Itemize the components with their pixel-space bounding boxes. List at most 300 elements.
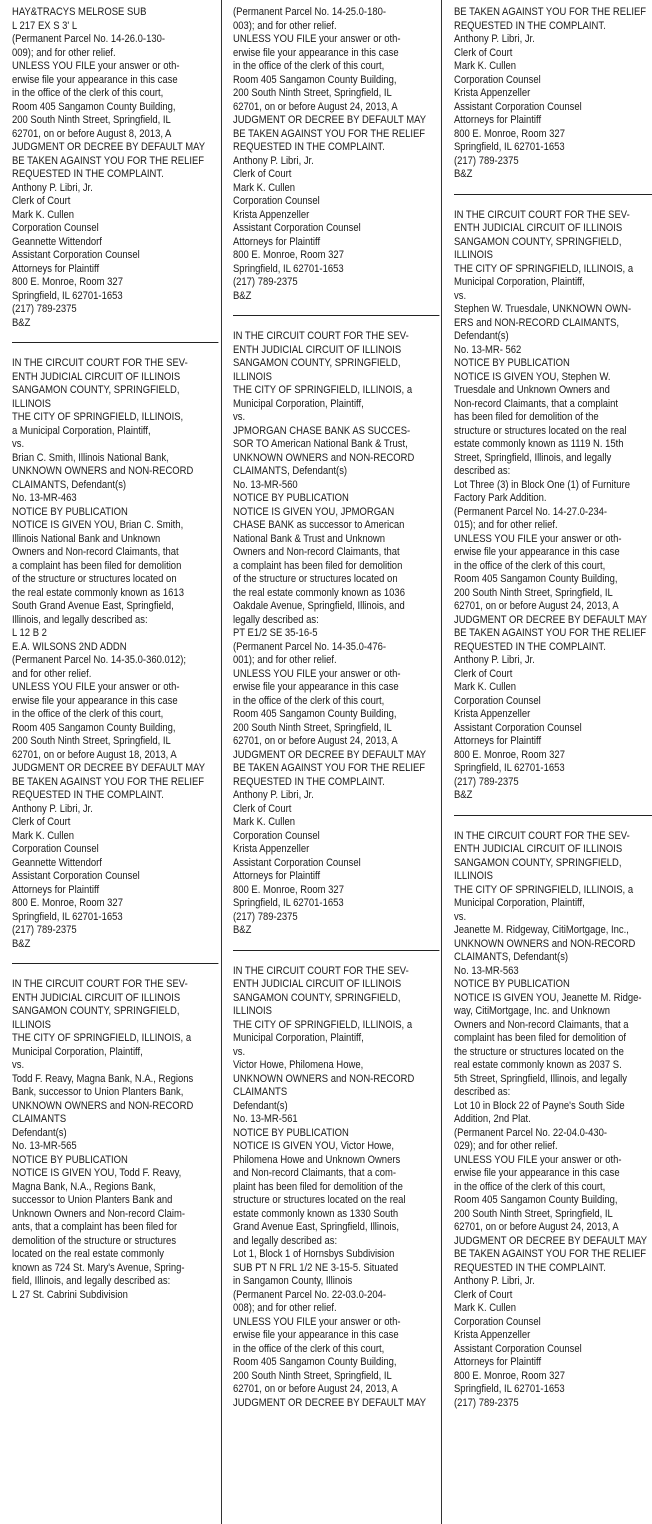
- notice-line: UNLESS YOU FILE your answer or oth-: [233, 1315, 401, 1328]
- notice-line: SUB PT N FRL 1/2 NE 3-15-5. Situated: [233, 1261, 399, 1274]
- notice-line: Corporation Counsel: [454, 1315, 541, 1328]
- notice-line: 800 E. Monroe, Room 327: [454, 748, 565, 761]
- notice-line: vs.: [233, 1045, 246, 1058]
- notice-line: Anthony P. Libri, Jr.: [233, 154, 314, 167]
- notice-line: Municipal Corporation, Plaintiff,: [233, 1032, 364, 1044]
- notice-line: UNLESS YOU FILE your answer or oth-: [12, 60, 180, 72]
- column-2: [233, 6, 427, 1410]
- legal-notice: [12, 6, 218, 330]
- notice-line: in the office of the clerk of this court,: [233, 60, 385, 72]
- legal-notice: [454, 209, 652, 803]
- notice-line: Clerk of Court: [233, 802, 292, 815]
- notice-line: Anthony P. Libri, Jr.: [233, 789, 314, 801]
- notice-line: THE CITY OF SPRINGFIELD, ILLINOIS, a: [454, 883, 634, 896]
- notice-line: REQUESTED IN THE COMPLAINT.: [233, 775, 385, 788]
- notice-line: Assistant Corporation Counsel: [454, 721, 582, 734]
- notice-line: in the office of the clerk of this court,: [233, 1342, 385, 1355]
- notice-line: Stephen W. Truesdale, UNKNOWN OWN-: [454, 303, 632, 315]
- notice-line: Factory Park Addition.: [454, 492, 547, 504]
- notice-line: Mark K. Cullen: [233, 816, 296, 828]
- notice-line: 200 South Ninth Street, Springfield, IL: [12, 735, 171, 747]
- notice-line: 800 E. Monroe, Room 327: [233, 883, 344, 896]
- notice-separator: [12, 342, 218, 343]
- notice-line: Springfield, IL 62701-1653: [454, 762, 565, 774]
- notice-line: 62701, on or before August 8, 2013, A: [12, 127, 172, 140]
- notice-line: L 27 St. Cabrini Subdivision: [12, 1288, 128, 1301]
- notice-line: (217) 789-2375: [12, 924, 77, 936]
- notice-line: Room 405 Sangamon County Building,: [12, 721, 176, 734]
- notice-line: No. 13-MR- 562: [454, 343, 522, 356]
- notice-line: Anthony P. Libri, Jr.: [454, 1275, 535, 1287]
- notice-line: (217) 789-2375: [454, 154, 519, 167]
- notice-line: ants, that a complaint has been filed for: [12, 1221, 178, 1233]
- notice-line: 62701, on or before August 24, 2013, A: [233, 1383, 398, 1395]
- legal-notice: [454, 6, 652, 182]
- notice-line: ENTH JUDICIAL CIRCUIT OF ILLINOIS: [12, 370, 181, 383]
- notice-line: BE TAKEN AGAINST YOU FOR THE RELIEF: [454, 1248, 647, 1260]
- notice-line: BE TAKEN AGAINST YOU FOR THE RELIEF: [454, 6, 647, 18]
- legal-notice: [233, 330, 439, 938]
- notice-line: UNLESS YOU FILE your answer or oth-: [233, 33, 401, 45]
- notice-line: THE CITY OF SPRINGFIELD, ILLINOIS, a: [233, 1018, 413, 1031]
- notice-line: the structure or structures located on the: [454, 1045, 624, 1058]
- notice-line: Attorneys for Plaintiff: [454, 1356, 542, 1368]
- notice-line: in the office of the clerk of this court,: [12, 708, 164, 720]
- notice-line: Bank, successor to Union Planters Bank,: [12, 1086, 184, 1098]
- notice-line: Assistant Corporation Counsel: [12, 870, 140, 882]
- notice-line: 62701, on or before August 24, 2013, A: [454, 600, 619, 612]
- notice-line: located on the real estate commonly: [12, 1248, 164, 1260]
- notice-line: 800 E. Monroe, Room 327: [454, 1369, 565, 1382]
- column-3: [454, 6, 648, 1410]
- notice-line: CHASE BANK as successor to American: [233, 519, 405, 531]
- notice-line: No. 13-MR-463: [12, 492, 77, 504]
- notice-line: UNKNOWN OWNERS and NON-RECORD: [454, 937, 636, 950]
- notice-line: ILLINOIS: [454, 870, 493, 882]
- notice-line: South Grand Avenue East, Springfield,: [12, 600, 174, 612]
- notice-line: field, Illinois, and legally described as:: [12, 1275, 171, 1287]
- notice-line: SANGAMON COUNTY, SPRINGFIELD,: [12, 384, 180, 396]
- notice-line: estate commonly known as 1119 N. 15th: [454, 438, 624, 450]
- notice-line: Mark K. Cullen: [454, 60, 517, 72]
- notice-line: B&Z: [233, 289, 252, 302]
- notice-line: Magna Bank, N.A., Regions Bank,: [12, 1180, 156, 1193]
- notice-line: BE TAKEN AGAINST YOU FOR THE RELIEF: [12, 154, 205, 167]
- notice-line: NOTICE BY PUBLICATION: [454, 357, 570, 369]
- notice-line: REQUESTED IN THE COMPLAINT.: [12, 789, 164, 801]
- notice-line: Assistant Corporation Counsel: [233, 856, 361, 869]
- notice-line: ENTH JUDICIAL CIRCUIT OF ILLINOIS: [12, 991, 181, 1004]
- notice-line: Room 405 Sangamon County Building,: [454, 573, 618, 585]
- notice-line: REQUESTED IN THE COMPLAINT.: [233, 141, 385, 153]
- notice-line: Anthony P. Libri, Jr.: [12, 181, 93, 194]
- notice-line: REQUESTED IN THE COMPLAINT.: [454, 640, 606, 653]
- notice-separator: [233, 315, 439, 316]
- notice-line: Mark K. Cullen: [454, 681, 517, 693]
- notice-line: Krista Appenzeller: [233, 843, 310, 855]
- notice-line: Defendant(s): [454, 330, 509, 342]
- notice-line: THE CITY OF SPRINGFIELD, ILLINOIS,: [12, 411, 184, 423]
- column-1: [12, 6, 206, 1302]
- notice-line: BE TAKEN AGAINST YOU FOR THE RELIEF: [233, 127, 426, 140]
- notice-line: SANGAMON COUNTY, SPRINGFIELD,: [454, 235, 622, 248]
- notice-line: Grand Avenue East, Springfield, Illinois,: [233, 1221, 400, 1233]
- notice-line: 200 South Ninth Street, Springfield, IL: [233, 1369, 392, 1382]
- notice-line: SOR TO American National Bank & Trust,: [233, 438, 408, 450]
- notice-line: structure or structures located on the real: [454, 424, 627, 437]
- notice-line: CLAIMANTS, Defendant(s): [454, 951, 569, 963]
- notice-line: estate commonly known as 1330 South: [233, 1207, 399, 1220]
- notice-line: Krista Appenzeller: [233, 208, 310, 221]
- notice-line: SANGAMON COUNTY, SPRINGFIELD,: [233, 991, 401, 1004]
- notice-line: 200 South Ninth Street, Springfield, IL: [454, 586, 613, 599]
- notice-line: Philomena Howe and Unknown Owners: [233, 1153, 401, 1166]
- notice-line: Corporation Counsel: [233, 829, 320, 842]
- notice-line: 200 South Ninth Street, Springfield, IL: [233, 721, 392, 734]
- notice-line: a complaint has been filed for demolition: [12, 559, 182, 572]
- notice-line: in the office of the clerk of this court,: [233, 694, 385, 707]
- notice-line: Springfield, IL 62701-1653: [233, 897, 344, 909]
- notice-line: Oakdale Avenue, Springfield, Illinois, and: [233, 600, 405, 612]
- notice-line: THE CITY OF SPRINGFIELD, ILLINOIS, a: [454, 262, 634, 275]
- notice-line: described as:: [454, 1086, 511, 1098]
- notice-line: THE CITY OF SPRINGFIELD, ILLINOIS, a: [233, 384, 413, 396]
- notice-line: 003); and for other relief.: [233, 19, 337, 32]
- notice-line: Clerk of Court: [12, 195, 71, 207]
- notice-line: Assistant Corporation Counsel: [454, 100, 582, 113]
- notice-line: Springfield, IL 62701-1653: [454, 1383, 565, 1395]
- notice-line: UNLESS YOU FILE your answer or oth-: [454, 1153, 622, 1166]
- notice-line: NOTICE BY PUBLICATION: [454, 978, 570, 990]
- notice-line: complaint has been filed for demolition of: [454, 1032, 626, 1044]
- notice-line: has been filed for demolition of the: [454, 411, 599, 423]
- notice-line: 62701, on or before August 18, 2013, A: [12, 748, 177, 761]
- notice-line: THE CITY OF SPRINGFIELD, ILLINOIS, a: [12, 1032, 192, 1044]
- notice-line: Lot 10 in Block 22 of Payne's South Side: [454, 1099, 625, 1112]
- notice-line: ILLINOIS: [12, 1018, 51, 1031]
- notice-line: JUDGMENT OR DECREE BY DEFAULT MAY: [454, 1234, 648, 1247]
- notice-line: REQUESTED IN THE COMPLAINT.: [454, 1261, 606, 1274]
- notice-line: NOTICE IS GIVEN YOU, JPMORGAN: [233, 505, 395, 518]
- notice-line: (Permanent Parcel No. 22-03.0-204-: [233, 1288, 387, 1301]
- notice-line: Anthony P. Libri, Jr.: [454, 654, 535, 666]
- notice-line: Anthony P. Libri, Jr.: [454, 33, 535, 45]
- notice-line: UNLESS YOU FILE your answer or oth-: [12, 681, 180, 693]
- notice-line: L 217 EX S 3' L: [12, 19, 78, 32]
- notice-line: the real estate commonly known as 1613: [12, 586, 184, 599]
- notice-line: 015); and for other relief.: [454, 519, 558, 531]
- legal-notice: [233, 6, 439, 303]
- notice-line: IN THE CIRCUIT COURT FOR THE SEV-: [233, 330, 409, 342]
- notice-separator: [233, 950, 439, 951]
- notice-line: Owners and Non-record Claimants, that: [12, 546, 179, 558]
- notice-line: IN THE CIRCUIT COURT FOR THE SEV-: [454, 208, 630, 221]
- notice-line: Attorneys for Plaintiff: [233, 870, 321, 882]
- notice-line: IN THE CIRCUIT COURT FOR THE SEV-: [454, 829, 630, 842]
- notice-line: (217) 789-2375: [12, 303, 77, 315]
- notice-line: a complaint has been filed for demolition: [233, 559, 403, 572]
- notice-line: Springfield, IL 62701-1653: [12, 910, 123, 923]
- notice-separator: [454, 194, 652, 195]
- notice-line: Clerk of Court: [454, 46, 513, 59]
- notice-line: the real estate commonly known as 1036: [233, 586, 405, 599]
- notice-line: Clerk of Court: [454, 1288, 513, 1301]
- notice-line: JUDGMENT OR DECREE BY DEFAULT MAY: [12, 141, 206, 153]
- legal-notice: [454, 830, 652, 1411]
- notice-line: IN THE CIRCUIT COURT FOR THE SEV-: [12, 357, 188, 369]
- notice-line: 029); and for other relief.: [454, 1140, 558, 1152]
- notice-line: (Permanent Parcel No. 14-26.0-130-: [12, 33, 166, 45]
- notice-line: Room 405 Sangamon County Building,: [233, 708, 397, 720]
- notice-line: NOTICE IS GIVEN YOU, Brian C. Smith,: [12, 519, 184, 531]
- notice-line: 5th Street, Springfield, Illinois, and legally: [454, 1072, 628, 1085]
- notice-line: in the office of the clerk of this court,: [12, 87, 164, 99]
- notice-line: Mark K. Cullen: [233, 181, 296, 194]
- notice-line: UNKNOWN OWNERS and NON-RECORD: [233, 451, 415, 464]
- notice-line: Room 405 Sangamon County Building,: [233, 73, 397, 86]
- notice-line: 800 E. Monroe, Room 327: [12, 897, 123, 909]
- notice-line: PT E1/2 SE 35-16-5: [233, 627, 318, 639]
- notice-line: NOTICE BY PUBLICATION: [12, 1153, 128, 1166]
- notice-line: (Permanent Parcel No. 14-35.0-360.012);: [12, 654, 187, 666]
- notice-line: Corporation Counsel: [454, 73, 541, 86]
- notice-line: (217) 789-2375: [454, 1396, 519, 1409]
- notice-line: Addition, 2nd Plat.: [454, 1113, 531, 1125]
- notice-line: ERS and NON-RECORD CLAIMANTS,: [454, 316, 620, 329]
- notice-line: Lot 1, Block 1 of Hornsbys Subdivision: [233, 1248, 395, 1260]
- notice-line: NOTICE IS GIVEN YOU, Victor Howe,: [233, 1140, 395, 1152]
- notice-line: (Permanent Parcel No. 14-27.0-234-: [454, 505, 608, 518]
- notice-line: of the structure or structures located on: [233, 573, 398, 585]
- notice-line: Attorneys for Plaintiff: [12, 262, 100, 275]
- notice-line: CLAIMANTS: [12, 1113, 67, 1125]
- notice-line: NOTICE BY PUBLICATION: [233, 492, 349, 504]
- notice-line: Clerk of Court: [233, 168, 292, 180]
- notice-line: erwise file your appearance in this case: [233, 1329, 399, 1341]
- notice-line: Street, Springfield, Illinois, and legally: [454, 451, 612, 464]
- notice-line: B&Z: [233, 924, 252, 936]
- notice-line: 62701, on or before August 24, 2013, A: [233, 735, 398, 747]
- notice-line: Krista Appenzeller: [454, 1329, 531, 1341]
- notice-line: erwise file your appearance in this case: [233, 681, 399, 693]
- notice-line: 800 E. Monroe, Room 327: [12, 276, 123, 288]
- notice-line: Clerk of Court: [12, 816, 71, 828]
- legal-notice: [12, 357, 218, 951]
- notice-line: Assistant Corporation Counsel: [233, 222, 361, 234]
- legal-notice: [233, 965, 439, 1411]
- notice-line: UNKNOWN OWNERS and NON-RECORD: [12, 465, 194, 477]
- notice-line: Attorneys for Plaintiff: [233, 235, 321, 248]
- notice-line: JPMORGAN CHASE BANK AS SUCCES-: [233, 424, 411, 437]
- notice-line: successor to Union Planters Bank and: [12, 1194, 173, 1206]
- notice-line: in the office of the clerk of this court,: [454, 1180, 606, 1193]
- notice-line: Room 405 Sangamon County Building,: [454, 1194, 618, 1206]
- legal-notice: [12, 978, 218, 1302]
- notice-line: NOTICE BY PUBLICATION: [12, 505, 128, 518]
- notice-line: Springfield, IL 62701-1653: [454, 141, 565, 153]
- notice-line: 200 South Ninth Street, Springfield, IL: [233, 87, 392, 99]
- notice-line: (217) 789-2375: [454, 775, 519, 788]
- notice-line: erwise file your appearance in this case: [233, 46, 399, 59]
- notice-line: Springfield, IL 62701-1653: [233, 262, 344, 275]
- notice-line: Mark K. Cullen: [12, 208, 75, 221]
- notice-line: demolition of the structure or structures: [12, 1234, 177, 1247]
- notice-line: Brian C. Smith, Illinois National Bank,: [12, 451, 169, 464]
- notice-line: Attorneys for Plaintiff: [454, 114, 542, 126]
- notice-line: 200 South Ninth Street, Springfield, IL: [12, 114, 171, 126]
- notice-line: ILLINOIS: [454, 249, 493, 261]
- notice-line: Corporation Counsel: [12, 222, 99, 234]
- notice-line: CLAIMANTS, Defendant(s): [12, 478, 127, 491]
- notice-line: erwise file your appearance in this case: [454, 1167, 620, 1179]
- notice-line: in Sangamon County, Illinois: [233, 1275, 353, 1287]
- notice-line: SANGAMON COUNTY, SPRINGFIELD,: [454, 856, 622, 869]
- notice-line: 800 E. Monroe, Room 327: [454, 127, 565, 140]
- notice-line: CLAIMANTS, Defendant(s): [233, 465, 348, 477]
- notice-separator: [454, 815, 652, 816]
- notice-line: (Permanent Parcel No. 14-35.0-476-: [233, 640, 387, 653]
- notice-line: JUDGMENT OR DECREE BY DEFAULT MAY: [12, 762, 206, 774]
- notice-line: B&Z: [12, 937, 31, 950]
- notice-line: REQUESTED IN THE COMPLAINT.: [12, 168, 164, 180]
- notice-line: vs.: [233, 411, 246, 423]
- notice-line: No. 13-MR-561: [233, 1113, 298, 1125]
- notice-line: ILLINOIS: [233, 1005, 272, 1017]
- notice-line: Room 405 Sangamon County Building,: [233, 1356, 397, 1368]
- notice-line: NOTICE IS GIVEN YOU, Todd F. Reavy,: [12, 1167, 182, 1179]
- notice-line: L 12 B 2: [12, 627, 47, 639]
- notice-line: Room 405 Sangamon County Building,: [12, 100, 176, 113]
- notice-line: UNKNOWN OWNERS and NON-RECORD: [12, 1099, 194, 1112]
- notice-line: Attorneys for Plaintiff: [12, 883, 100, 896]
- notice-line: Assistant Corporation Counsel: [454, 1342, 582, 1355]
- notice-line: E.A. WILSONS 2ND ADDN: [12, 640, 127, 653]
- notice-line: Corporation Counsel: [233, 195, 320, 207]
- notice-line: ILLINOIS: [233, 370, 272, 383]
- notice-line: NOTICE IS GIVEN YOU, Jeanette M. Ridge-: [454, 991, 642, 1004]
- notice-line: Corporation Counsel: [12, 843, 99, 855]
- notice-line: HAY&TRACYS MELROSE SUB: [12, 6, 147, 18]
- notice-line: in the office of the clerk of this court,: [454, 559, 606, 572]
- notice-line: Attorneys for Plaintiff: [454, 735, 542, 747]
- notice-line: vs.: [454, 910, 467, 923]
- notice-line: Mark K. Cullen: [12, 829, 75, 842]
- notice-line: Mark K. Cullen: [454, 1302, 517, 1314]
- notice-line: (Permanent Parcel No. 22-04.0-430-: [454, 1126, 608, 1139]
- notice-line: ENTH JUDICIAL CIRCUIT OF ILLINOIS: [233, 343, 402, 356]
- notice-line: UNLESS YOU FILE your answer or oth-: [233, 667, 401, 680]
- notice-line: NOTICE IS GIVEN YOU, Stephen W.: [454, 370, 611, 383]
- notice-line: Lot Three (3) in Block One (1) of Furniture: [454, 478, 630, 491]
- notice-line: B&Z: [12, 316, 31, 329]
- notice-line: 62701, on or before August 24, 2013, A: [454, 1221, 619, 1233]
- notice-line: Geannette Wittendorf: [12, 235, 102, 248]
- notice-line: vs.: [454, 289, 467, 302]
- notice-line: NOTICE BY PUBLICATION: [233, 1126, 349, 1139]
- notice-line: and for other relief.: [12, 667, 92, 680]
- notice-line: JUDGMENT OR DECREE BY DEFAULT MAY: [233, 1396, 427, 1409]
- notice-line: 001); and for other relief.: [233, 654, 337, 666]
- notice-line: Geannette Wittendorf: [12, 856, 102, 869]
- column-divider: [221, 0, 222, 1524]
- notice-line: plaint has been filed for demolition of the: [233, 1180, 403, 1193]
- notice-line: a Municipal Corporation, Plaintiff,: [12, 424, 151, 437]
- notice-line: and legally described as:: [233, 1234, 338, 1247]
- notice-line: No. 13-MR-560: [233, 478, 298, 491]
- notice-line: Municipal Corporation, Plaintiff,: [233, 397, 364, 410]
- notice-line: vs.: [12, 1059, 25, 1071]
- notice-line: Municipal Corporation, Plaintiff,: [12, 1045, 143, 1058]
- notice-line: REQUESTED IN THE COMPLAINT.: [454, 19, 606, 32]
- notice-line: Corporation Counsel: [454, 694, 541, 707]
- notice-line: Springfield, IL 62701-1653: [12, 289, 123, 302]
- notice-line: (Permanent Parcel No. 14-25.0-180-: [233, 6, 387, 18]
- notice-line: Defendant(s): [233, 1099, 288, 1112]
- notice-line: erwise file your appearance in this case: [454, 546, 620, 558]
- notice-line: 62701, on or before August 24, 2013, A: [233, 100, 398, 113]
- notice-line: Clerk of Court: [454, 667, 513, 680]
- notice-line: IN THE CIRCUIT COURT FOR THE SEV-: [233, 964, 409, 977]
- notice-line: IN THE CIRCUIT COURT FOR THE SEV-: [12, 978, 188, 990]
- notice-line: vs.: [12, 438, 25, 450]
- notice-line: BE TAKEN AGAINST YOU FOR THE RELIEF: [233, 762, 426, 774]
- notice-line: of the structure or structures located on: [12, 573, 177, 585]
- notice-line: known as 724 St. Mary's Avenue, Spring-: [12, 1261, 185, 1274]
- notice-line: B&Z: [454, 168, 473, 180]
- notice-line: B&Z: [454, 789, 473, 801]
- notice-line: ENTH JUDICIAL CIRCUIT OF ILLINOIS: [454, 843, 623, 855]
- notice-line: erwise file your appearance in this case: [12, 73, 178, 86]
- notice-line: JUDGMENT OR DECREE BY DEFAULT MAY: [233, 748, 427, 761]
- notice-line: CLAIMANTS: [233, 1086, 288, 1098]
- notice-line: and Non-record Claimants, that a com-: [233, 1167, 396, 1179]
- notice-line: National Bank & Trust and Unknown: [233, 532, 385, 545]
- notice-line: erwise file your appearance in this case: [12, 694, 178, 707]
- notice-line: way, CitiMortgage, Inc. and Unknown: [454, 1005, 610, 1017]
- notice-line: Krista Appenzeller: [454, 708, 531, 720]
- notice-line: Illinois National Bank and Unknown: [12, 532, 161, 545]
- notice-line: 009); and for other relief.: [12, 46, 116, 59]
- notice-line: (217) 789-2375: [233, 910, 298, 923]
- notice-line: ENTH JUDICIAL CIRCUIT OF ILLINOIS: [233, 978, 402, 990]
- notice-line: real estate commonly known as 2037 S.: [454, 1059, 622, 1071]
- notice-line: Defendant(s): [12, 1126, 67, 1139]
- notice-line: described as:: [454, 465, 511, 477]
- notice-line: Owners and Non-record Claimants, that a: [454, 1018, 629, 1031]
- notice-line: Todd F. Reavy, Magna Bank, N.A., Regions: [12, 1072, 194, 1085]
- notice-line: ENTH JUDICIAL CIRCUIT OF ILLINOIS: [454, 222, 623, 234]
- notice-line: SANGAMON COUNTY, SPRINGFIELD,: [233, 357, 401, 369]
- notice-line: No. 13-MR-563: [454, 964, 519, 977]
- notice-line: Victor Howe, Philomena Howe,: [233, 1059, 364, 1071]
- notice-separator: [12, 963, 218, 964]
- notice-line: JUDGMENT OR DECREE BY DEFAULT MAY: [454, 613, 648, 626]
- notice-line: structure or structures located on the real: [233, 1194, 406, 1206]
- notice-line: Anthony P. Libri, Jr.: [12, 802, 93, 815]
- notice-line: Non-record Claimants, that a complaint: [454, 397, 619, 410]
- notice-line: No. 13-MR-565: [12, 1140, 77, 1152]
- notice-line: legally described as:: [233, 613, 319, 626]
- notice-line: Illinois, and legally described as:: [12, 613, 148, 626]
- notice-line: UNKNOWN OWNERS and NON-RECORD: [233, 1072, 415, 1085]
- notice-line: Owners and Non-record Claimants, that: [233, 546, 400, 558]
- notice-line: JUDGMENT OR DECREE BY DEFAULT MAY: [233, 114, 427, 126]
- notice-line: Truesdale and Unknown Owners and: [454, 384, 610, 396]
- column-divider: [441, 0, 442, 1524]
- notice-line: ILLINOIS: [12, 397, 51, 410]
- notice-line: Jeanette M. Ridgeway, CitiMortgage, Inc.,: [454, 924, 629, 936]
- notice-line: Municipal Corporation, Plaintiff,: [454, 276, 585, 288]
